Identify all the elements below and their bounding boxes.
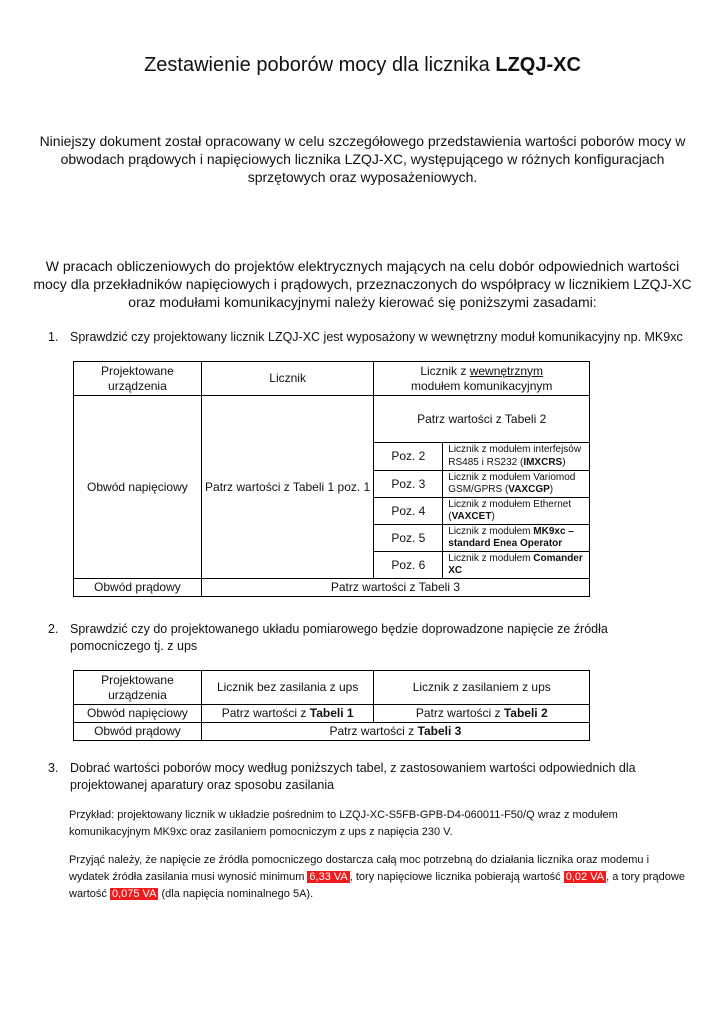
voltage-no-ups: Patrz wartości z Tabeli 1 — [201, 705, 374, 723]
conclusion-paragraph: Przyjąć należy, że napięcie ze źródła pomocniczego dostarcza całą moc potrzebną do działania licznika oraz modemu i wydatek źródła zasilania musi wynosić minimum 6,33 VA , tory napięciowe licznika pobierają wartość 0,02 VA , a tory prądowe wartość 0,075 VA (dla napięcia nominalnego 5A). — [69, 854, 685, 900]
position-description: Licznik z modułem Comander XC — [443, 552, 590, 579]
current-ref: Patrz wartości z Tabeli 3 — [201, 579, 589, 597]
voltage-ups: Patrz wartości z Tabeli 2 — [374, 705, 590, 723]
step-1-text: Sprawdzić czy projektowany licznik LZQJ-XC jest wyposażony w wewnętrzny moduł komunikacyjny np. MK9xc — [70, 330, 683, 344]
position-label: Poz. 3 — [374, 471, 443, 498]
internal-voltage-ref: Patrz wartości z Tabeli 2 — [374, 396, 590, 443]
position-label: Poz. 4 — [374, 498, 443, 525]
header-meter: Licznik — [201, 362, 374, 396]
header-no-ups: Licznik bez zasilania z ups — [201, 671, 374, 705]
header-devices: Projektowane urządzenia — [74, 671, 202, 705]
rules-intro-paragraph: W pracach obliczeniowych do projektów elektrycznych mających na celu dobór odpowiednich wartości mocy dla przekładników napięciowych i prądowych, przeznaczonych do współpracy w licznikiem LZQJ-XC oraz modułami komunikacyjnymi należy kierować się poniższymi zasadami: — [33, 258, 692, 310]
position-description: Licznik z modułem interfejsów RS485 i RS232 (IMXCRS) — [443, 443, 590, 471]
position-description: Licznik z modułem Variomod GSM/GPRS (VAXCGP) — [443, 471, 590, 498]
title-model: LZQJ-XC — [495, 54, 581, 76]
step-3-number: 3. — [48, 761, 59, 775]
table-power-supply — [73, 670, 590, 741]
header-ups: Licznik z zasilaniem z ups — [374, 671, 590, 705]
min-supply-value: 6,33 VA — [309, 871, 348, 883]
meter-voltage-ref: Patrz wartości z Tabeli 1 poz. 1 — [201, 396, 374, 579]
position-label: Poz. 2 — [374, 443, 443, 471]
step-2-number: 2. — [48, 622, 59, 636]
voltage-circuit-value: 0,02 VA — [565, 871, 605, 883]
position-label: Poz. 5 — [374, 525, 443, 552]
position-description: Licznik z modułem MK9xc – standard Enea Operator — [443, 525, 590, 552]
row-voltage-label: Obwód napięciowy — [74, 705, 202, 723]
header-devices: Projektowane urządzenia — [74, 362, 202, 396]
header-internal-module: Licznik z wewnętrznym modułem komunikacyjnym — [374, 362, 590, 396]
step-1-number: 1. — [48, 330, 59, 344]
table-meter-configuration — [73, 361, 590, 597]
document-title: Zestawienie poborów mocy dla licznika LZQJ-XC — [144, 54, 581, 76]
row-voltage-label: Obwód napięciowy — [74, 396, 202, 579]
position-label: Poz. 6 — [374, 552, 443, 579]
current-circuit-value: 0,075 VA — [111, 888, 157, 900]
position-description: Licznik z modułem Ethernet (VAXCET) — [443, 498, 590, 525]
row-current-label: Obwód prądowy — [74, 723, 202, 741]
intro-paragraph: Niniejszy dokument został opracowany w celu szczegółowego przedstawienia wartości poborów mocy w obwodach prądowych i napięciowych licznika LZQJ-XC, występującego w różnych konfiguracjach sprzętowych oraz wyposażeniowych. — [39, 133, 686, 185]
step-3-text: Dobrać wartości poborów mocy według poniższych tabel, z zastosowaniem wartości odpowiednich dla projektowanej aparatury oraz sposobu zasilania — [70, 761, 636, 792]
row-current-label: Obwód prądowy — [74, 579, 202, 597]
example-paragraph: Przykład: projektowany licznik w układzie pośrednim to LZQJ-XC-S5FB-GPB-D4-060011-F50/Q wraz z modułem komunikacyjnym MK9xc oraz zasilaniem pomocniczym z ups z napięcia 230 V. — [69, 809, 618, 838]
step-2-text: Sprawdzić czy do projektowanego układu pomiarowego będzie doprowadzone napięcie ze źródła pomocniczego tj. z ups — [70, 622, 608, 653]
current-ref: Patrz wartości z Tabeli 3 — [201, 723, 589, 741]
